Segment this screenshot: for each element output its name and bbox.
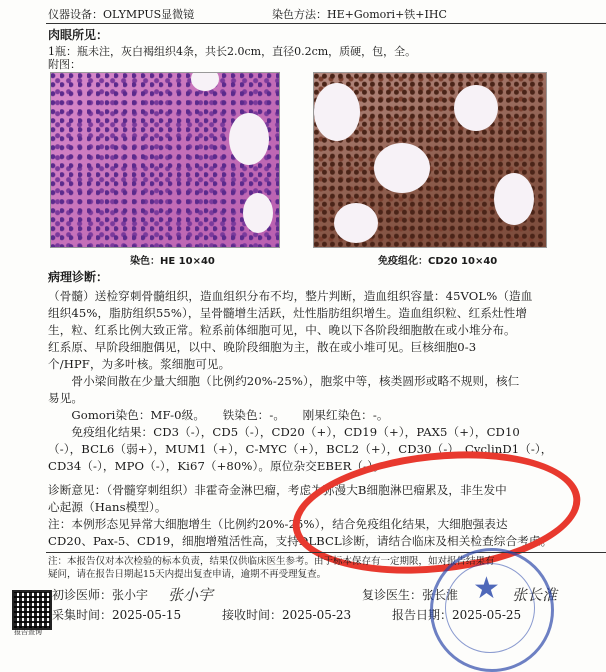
- cd20-fat-vacuole: [494, 173, 534, 225]
- diagnosis-line: 易见。: [48, 391, 84, 405]
- cd20-fat-vacuole: [454, 85, 498, 131]
- he-fat-vacuole: [243, 193, 273, 233]
- second-doctor-signature: 张长淮: [512, 586, 558, 604]
- qr-caption: 报告查询: [14, 628, 42, 636]
- he-fat-vacuole: [191, 72, 219, 91]
- cd20-caption: 免疫组化：CD20 10×40: [378, 256, 498, 267]
- diagnosis-title: 病理诊断：: [48, 270, 109, 284]
- stain-method-label: 染色方法：HE+Gomori+铁+IHC: [272, 8, 447, 21]
- he-micrograph: [50, 72, 280, 248]
- first-doctor-signature: 张小宇: [168, 586, 214, 604]
- gross-title: 肉眼所见：: [48, 28, 109, 42]
- cd20-micrograph: [313, 72, 547, 248]
- diagnosis-line: （骨髓）送检穿刺骨髓组织，造血组织分布不均，整片判断，造血组织容量：45VOL%（造血: [48, 289, 533, 303]
- he-fat-vacuole: [229, 113, 269, 165]
- opinion-line: 注：本例形态见异常大细胞增生（比例约20%-25%），结合免疫组化结果，大细胞强表达: [48, 517, 508, 531]
- second-doctor: 复诊医生：张长淮: [362, 588, 459, 602]
- first-doctor: 初诊医师：张小宇: [52, 588, 149, 602]
- footer-note-1: 注：本报告仅对本次检验的标本负责，结果仅供临床医生参考。由于标本保存有一定期限，如对报告结果有: [48, 556, 495, 567]
- header-divider: [46, 23, 606, 24]
- diagnosis-line: CD34（-），MPO（-），Ki67（+80%）。原位杂交EBER（-）。: [48, 459, 385, 473]
- qr-code: [12, 590, 52, 630]
- footer-note-2: 疑问，请在报告日期起15天内提出复查申请，逾期不再受理复查。: [48, 569, 327, 580]
- instrument-label: 仪器设备：OLYMPUS显微镜: [48, 8, 195, 21]
- figure-label: 附图：: [48, 58, 81, 71]
- diagnosis-line: Gomori染色：MF-0级。 铁染色：-。 刚果红染色：-。: [48, 408, 389, 422]
- diagnosis-line: 生，粒、红系比例大致正常。粒系前体细胞可见，中、晚以下各阶段细胞散在或小堆分布。: [48, 323, 516, 337]
- gross-description: 1瓶：瓶未注，灰白褐组织4条，共长2.0cm，直径0.2cm，质硬，包，全。: [48, 45, 417, 58]
- opinion-line: CD20、Pax-5、CD19，细胞增殖活性高，支持DLBCL诊断，请结合临床及相关检查综合考虑。: [48, 534, 553, 548]
- he-caption: 染色：HE 10×40: [130, 256, 215, 267]
- footer-divider: [46, 552, 606, 553]
- hospital-seal-stamp: [430, 548, 554, 672]
- cd20-fat-vacuole: [334, 203, 378, 243]
- diagnosis-line: 个/HPF，为多叶核。浆细胞可见。: [48, 357, 231, 371]
- report-date: 报告日期：2025-05-25: [392, 608, 522, 622]
- receive-date: 接收时间：2025-05-23: [222, 608, 352, 622]
- cd20-fat-vacuole: [314, 83, 360, 141]
- cd20-fat-vacuole: [374, 143, 430, 193]
- diagnosis-line: 组织45%，脂肪组织55%），呈骨髓增生活跃，灶性脂肪组织增生。造血组织粒、红系灶性增: [48, 306, 528, 320]
- collect-date: 采集时间：2025-05-15: [52, 608, 182, 622]
- opinion-line: 心起源（Hans模型）。: [48, 500, 167, 514]
- diagnosis-line: 免疫组化结果：CD3（-），CD5（-），CD20（+），CD19（+），PAX5（+），CD10: [48, 425, 520, 439]
- seal-star-icon: ★: [473, 571, 500, 606]
- diagnosis-line: 骨小梁间散在少量大细胞（比例约20%-25%），胞浆中等，核类圆形或略不规则，核仁: [48, 374, 520, 388]
- opinion-line: 诊断意见：（骨髓穿刺组织）非霍奇金淋巴瘤，考虑为弥漫大B细胞淋巴瘤累及，非生发中: [48, 483, 507, 497]
- diagnosis-line: 红系原、早阶段细胞偶见，以中、晚阶段细胞为主，散在或小堆可见。巨核细胞0-3: [48, 340, 477, 354]
- diagnosis-line: （-），BCL6（弱+），MUM1（+），C-MYC（+），BCL2（+），CD30（-），CyclinD1（-），: [48, 442, 553, 456]
- diagnosis-body: [48, 288, 604, 475]
